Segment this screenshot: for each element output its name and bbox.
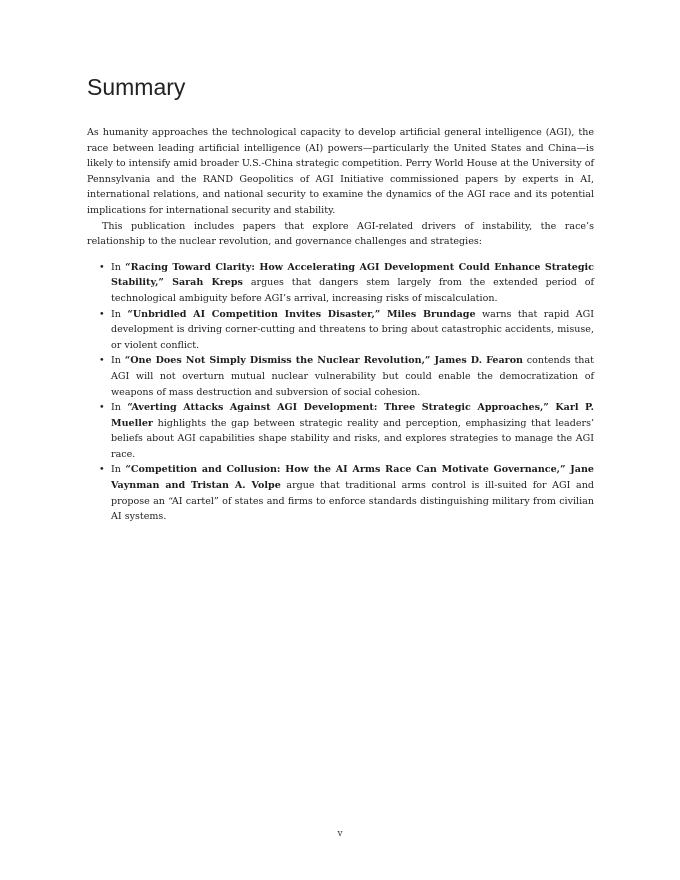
item-intro: In bbox=[111, 464, 126, 476]
publication-paragraph: This publication includes papers that explore AGI-related drivers of instability, the race’s relationship to the nuclear revolution, and governance challenges and strategies: bbox=[87, 220, 594, 248]
list-item bbox=[87, 260, 594, 307]
bullet-icon: • bbox=[99, 355, 105, 367]
paper-title-author: “Unbridled AI Competition Invites Disaster,” Miles Brundage bbox=[127, 308, 476, 320]
summary-body bbox=[87, 125, 594, 525]
item-intro: In bbox=[111, 355, 125, 367]
paper-summary: warns that rapid AGI development is driving corner-cutting and threatens to bring about catastrophic accidents, misuse, or violent conflict. bbox=[111, 308, 595, 351]
page-title: Summary bbox=[87, 74, 186, 100]
paper-title-author: “Competition and Collusion: How the AI Arms Race Can Motivate Governance,” Jane Vaynman and Tristan A. Volpe bbox=[111, 464, 594, 492]
paper-summary: argue that traditional arms control is ill-suited for AGI and propose an “AI cartel” of states and firms to enforce standards distinguishing military from civilian AI systems. bbox=[111, 480, 595, 523]
list-item bbox=[87, 400, 594, 462]
paper-title-author: “One Does Not Simply Dismiss the Nuclear Revolution,” James D. Fearon bbox=[124, 355, 523, 367]
papers-list bbox=[87, 260, 594, 525]
intro-paragraph: As humanity approaches the technological capacity to develop artificial general intelligence (AGI), the race between leading artificial intelligence (AI) powers—particularly the United States and China—is likely to intensify amid broader U.S.-China strategic competition. Perry World House at the University of Pennsylvania and the RAND Geopolitics of AGI Initiative commissioned papers by experts in AI, international relations, and national security to examine the dynamics of the AGI race and its potential implications for international security and stability. bbox=[87, 127, 594, 216]
paper-summary: highlights the gap between strategic reality and perception, emphasizing that leaders’ beliefs about AGI capabilities shape stability and risks, and explores strategies to manage the AGI race. bbox=[111, 417, 594, 460]
item-intro: In bbox=[111, 261, 126, 273]
bullet-icon: • bbox=[99, 402, 105, 414]
item-intro: In bbox=[111, 402, 128, 414]
list-item bbox=[87, 462, 594, 524]
paper-summary: contends that AGI will not overturn mutual nuclear vulnerability but could enable the democratization of weapons of mass destruction and subversion of social cohesion. bbox=[111, 355, 594, 398]
list-item bbox=[87, 307, 594, 354]
bullet-icon: • bbox=[99, 464, 105, 476]
paper-title-author: “Averting Attacks Against AGI Development: Three Strategic Approaches,” Karl P. Mueller bbox=[111, 402, 594, 429]
page-number: v bbox=[337, 829, 343, 839]
bullet-icon: • bbox=[99, 261, 105, 273]
bullet-icon: • bbox=[99, 308, 105, 320]
item-intro: In bbox=[111, 308, 128, 320]
list-item bbox=[87, 353, 594, 400]
paper-summary: argues that dangers stem largely from the extended period of technological ambiguity before AGI’s arrival, increasing risks of miscalculation. bbox=[111, 277, 594, 304]
paper-title-author: “Racing Toward Clarity: How Accelerating AGI Development Could Enhance Strategic Stability,” Sarah Kreps bbox=[111, 261, 594, 289]
